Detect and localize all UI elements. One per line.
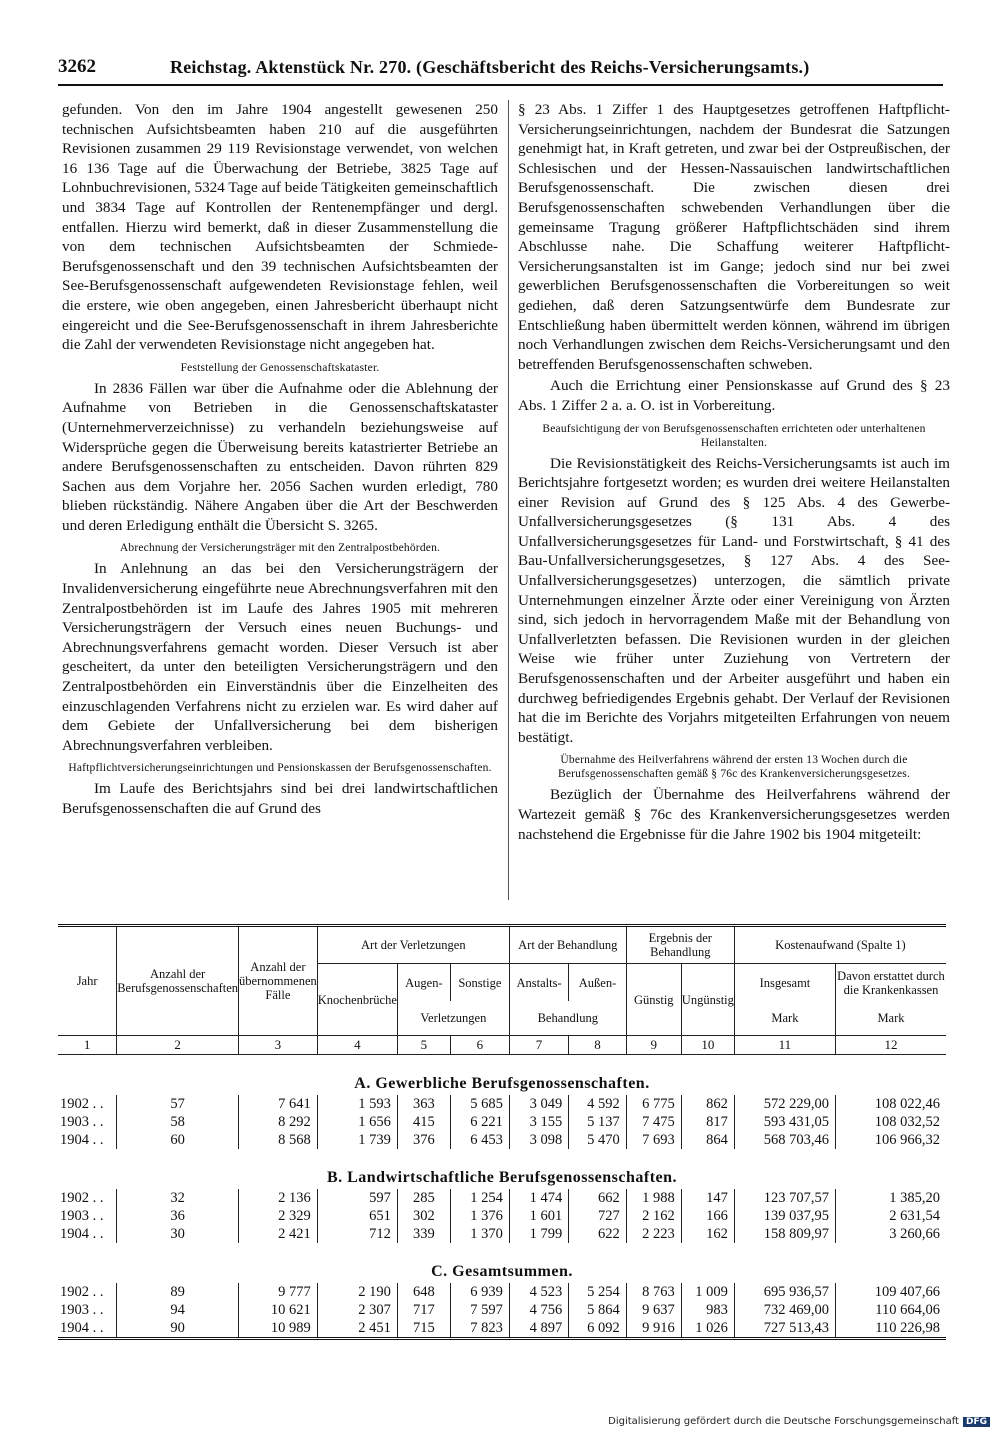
header-erstattet: Davon erstattet durch die Krankenkassen	[835, 964, 946, 1002]
footer-credit	[608, 1416, 990, 1427]
table-cell: 3 049	[509, 1095, 568, 1113]
section-title: C. Gesamtsummen.	[431, 1263, 573, 1280]
table-cell: 2 223	[626, 1225, 681, 1243]
table-row	[58, 1095, 946, 1113]
table-cell: 1902 . .	[60, 1284, 104, 1300]
table-cell: 5 254	[569, 1283, 626, 1301]
page-header	[58, 56, 943, 82]
header-behandlung: Behandlung	[509, 1001, 626, 1036]
column-number: 12	[835, 1036, 946, 1055]
table-cell: 123 707,57	[734, 1189, 835, 1207]
header-anstalts: Anstalts-	[509, 964, 568, 1002]
table-cell: 568 703,46	[734, 1131, 835, 1149]
table-cell: 1 988	[626, 1189, 681, 1207]
table-cell: 1 370	[450, 1225, 509, 1243]
table-cell: 1 601	[509, 1207, 568, 1225]
paragraph: In Anlehnung an das bei den Versicherungsträgern der Invalidenversicherung eingeführte neue Abrechnungsverfahren mit den Zentralpostbehörden ist im Laufe des Jahres 1905 mit mehreren Versicherungsträgern der Versuch eines neuen Buchungs- und Abrechnungsverfahrens gemacht worden. Dieser Versuch ist aber gescheitert, da unter den beteiligten Versicherungsträgern und den Zentralpostbehörden ein Einverständnis über die Einzelheiten des einzuschlagenden Verfahrens nicht zu erzielen war. Es wird daher auf dem Gebiete der Unfallversicherung bei dem bisherigen Abrechnungsverfahren verbleiben.	[62, 560, 498, 754]
column-number: 1	[58, 1036, 117, 1055]
table-cell: 9 916	[626, 1319, 681, 1339]
header-anzahl-bg: Anzahl der Berufsgenossenschaften	[117, 926, 239, 1036]
table-cell: 8 568	[239, 1131, 318, 1149]
table-cell: 4 592	[569, 1095, 626, 1113]
statistics-table	[58, 924, 946, 1340]
table-cell: 376	[397, 1131, 450, 1149]
table-cell: 6 221	[450, 1113, 509, 1131]
table-cell: 2 451	[317, 1319, 397, 1339]
table-cell: 108 022,46	[835, 1095, 946, 1113]
table-row	[58, 1225, 946, 1243]
paragraph: Auch die Errichtung einer Pensionskasse auf Grund des § 23 Abs. 1 Ziffer 2 a. a. O. ist in Vorbereitung.	[518, 377, 950, 414]
table-header-row	[58, 926, 946, 964]
section-title-row	[58, 1055, 946, 1096]
header-mark-2: Mark	[835, 1001, 946, 1036]
header-kosten: Kostenaufwand (Spalte 1)	[734, 926, 946, 964]
table-cell: 10 989	[239, 1319, 318, 1339]
column-number: 8	[569, 1036, 626, 1055]
table-cell: 862	[681, 1095, 734, 1113]
table-cell: 1 026	[681, 1319, 734, 1339]
paragraph: Bezüglich der Übernahme des Heilverfahrens während der Wartezeit gemäß § 76c des Krankenversicherungsgesetzes werden nachstehend die Ergebnisse für die Jahre 1902 bis 1904 mitgeteilt:	[518, 786, 950, 843]
table-cell: 109 407,66	[835, 1283, 946, 1301]
table-cell: 3 098	[509, 1131, 568, 1149]
table-cell: 162	[681, 1225, 734, 1243]
table-cell: 32	[117, 1189, 239, 1207]
table-cell: 158 809,97	[734, 1225, 835, 1243]
table-cell: 817	[681, 1113, 734, 1131]
table-cell: 2 631,54	[835, 1207, 946, 1225]
table-cell: 147	[681, 1189, 734, 1207]
table-cell: 1 376	[450, 1207, 509, 1225]
table-cell: 5 685	[450, 1095, 509, 1113]
table-cell: 7 641	[239, 1095, 318, 1113]
paragraph: gefunden. Von den im Jahre 1904 angestellt gewesenen 250 technischen Aufsichtsbeamten haben 210 auf die ausgeführten Revisionen zusammen 29 119 Revisionstage verwendet, von welchen 16 136 Tage auf die Überwachung der Betriebe, 3825 Tage auf Lohnbuchrevisionen, 5324 Tage auf beide Tätigkeiten gemeinschaftlich und 3834 Tage auf Kontrollen der Rentenempfänger und dergl. entfallen. Hierzu wird bemerkt, daß in dieser Zusammenstellung die von dem technischen Aufsichtsbeamten der Schmiede-Berufsgenossenschaft und den 39 technischen Aufsichtsbeamten der See-Berufsgenossenschaft aufgewendeten Revisionstage fehlen, weil die erstere, wie oben angegeben, einen Jahresbericht überhaupt nicht eingereicht und die See-Berufsgenossenschaft in ihrem Jahresberichte die Zahl der verwendeten Revisionstage nicht angegeben hat.	[62, 101, 498, 354]
table-cell: 2 190	[317, 1283, 397, 1301]
table-cell: 983	[681, 1301, 734, 1319]
header-art-verletzungen: Art der Verletzungen	[317, 926, 509, 964]
table-cell: 732 469,00	[734, 1301, 835, 1319]
table-cell: 3 260,66	[835, 1225, 946, 1243]
table-cell: 302	[397, 1207, 450, 1225]
header-ergebnis: Ergebnis der Behandlung	[626, 926, 734, 964]
table-cell: 5 470	[569, 1131, 626, 1149]
table-cell: 60	[117, 1131, 239, 1149]
column-number: 5	[397, 1036, 450, 1055]
column-number: 3	[239, 1036, 318, 1055]
table-row	[58, 1283, 946, 1301]
column-number: 6	[450, 1036, 509, 1055]
header-aussen: Außen-	[569, 964, 626, 1002]
table-cell: 10 621	[239, 1301, 318, 1319]
table-cell: 7 475	[626, 1113, 681, 1131]
table-cell: 1 593	[317, 1095, 397, 1113]
table-row	[58, 1113, 946, 1131]
table-cell: 2 136	[239, 1189, 318, 1207]
header-guenstig: Günstig	[626, 964, 681, 1036]
table-cell: 622	[569, 1225, 626, 1243]
table-cell: 108 032,52	[835, 1113, 946, 1131]
table-cell: 9 637	[626, 1301, 681, 1319]
paragraph: Im Laufe des Berichtsjahrs sind bei drei landwirtschaftlichen Berufsgenossenschaften die auf Grund des	[62, 780, 498, 817]
table-cell: 2 162	[626, 1207, 681, 1225]
table-cell: 1 799	[509, 1225, 568, 1243]
table-cell: 106 966,32	[835, 1131, 946, 1149]
column-number: 2	[117, 1036, 239, 1055]
page-title: Reichstag. Aktenstück Nr. 270. (Geschäftsbericht des Reichs-Versicherungsamts.)	[170, 57, 810, 77]
table-cell: 695 936,57	[734, 1283, 835, 1301]
table-cell: 7 823	[450, 1319, 509, 1339]
table-cell: 727 513,43	[734, 1319, 835, 1339]
table-cell: 572 229,00	[734, 1095, 835, 1113]
table-cell: 30	[117, 1225, 239, 1243]
table-cell: 5 137	[569, 1113, 626, 1131]
table-cell: 7 597	[450, 1301, 509, 1319]
section-heading: Feststellung der Genossenschaftskataster.	[180, 361, 380, 374]
column-number: 7	[509, 1036, 568, 1055]
table-cell: 1903 . .	[60, 1114, 104, 1130]
table-cell: 339	[397, 1225, 450, 1243]
table-cell: 4 523	[509, 1283, 568, 1301]
section-title: A. Gewerbliche Berufsgenossenschaften.	[354, 1075, 650, 1092]
table-cell: 110 226,98	[835, 1319, 946, 1339]
column-number: 9	[626, 1036, 681, 1055]
right-column	[518, 100, 950, 846]
column-number: 10	[681, 1036, 734, 1055]
table-cell: 1 009	[681, 1283, 734, 1301]
footer-text: Digitalisierung gefördert durch die Deutsche Forschungsgemeinschaft	[608, 1416, 959, 1427]
table-cell: 6 092	[569, 1319, 626, 1339]
table-cell: 36	[117, 1207, 239, 1225]
section-heading: Übernahme des Heilverfahrens während der ersten 13 Wochen durch die Berufsgenossenschaften gemäß § 76c des Krankenversicherungsgesetzes.	[557, 754, 911, 781]
table-cell: 662	[569, 1189, 626, 1207]
table-cell: 1904 . .	[60, 1226, 104, 1242]
table-cell: 1903 . .	[60, 1208, 104, 1224]
table-cell: 1902 . .	[60, 1096, 104, 1112]
table-cell: 415	[397, 1113, 450, 1131]
table-cell: 166	[681, 1207, 734, 1225]
table-row	[58, 1207, 946, 1225]
section-heading: Beaufsichtigung der von Berufsgenossenschaften errichteten oder unterhaltenen Heilanstalten.	[542, 422, 926, 449]
table-cell: 110 664,06	[835, 1301, 946, 1319]
table-cell: 1 656	[317, 1113, 397, 1131]
table-cell: 3 155	[509, 1113, 568, 1131]
table-cell: 2 307	[317, 1301, 397, 1319]
table-cell: 864	[681, 1131, 734, 1149]
header-unguenstig: Ungünstig	[681, 964, 734, 1036]
section-title-row	[58, 1149, 946, 1189]
table-cell: 5 864	[569, 1301, 626, 1319]
table-cell: 715	[397, 1319, 450, 1339]
header-knochen: Knochenbrüche	[317, 964, 397, 1036]
table-cell: 57	[117, 1095, 239, 1113]
table-cell: 2 421	[239, 1225, 318, 1243]
table-cell: 58	[117, 1113, 239, 1131]
table-row	[58, 1131, 946, 1149]
table-cell: 651	[317, 1207, 397, 1225]
header-jahr: Jahr	[58, 926, 117, 1036]
header-insgesamt: Insgesamt	[734, 964, 835, 1002]
column-number: 4	[317, 1036, 397, 1055]
table-cell: 648	[397, 1283, 450, 1301]
table-cell: 94	[117, 1301, 239, 1319]
table-cell: 6 775	[626, 1095, 681, 1113]
table-cell: 139 037,95	[734, 1207, 835, 1225]
table-cell: 593 431,05	[734, 1113, 835, 1131]
header-sonstige: Sonstige	[450, 964, 509, 1002]
table-cell: 6 453	[450, 1131, 509, 1149]
table-cell: 1902 . .	[60, 1190, 104, 1206]
table-cell: 1 385,20	[835, 1189, 946, 1207]
table-cell: 712	[317, 1225, 397, 1243]
table-cell: 727	[569, 1207, 626, 1225]
table-cell: 4 897	[509, 1319, 568, 1339]
table-cell: 8 763	[626, 1283, 681, 1301]
table-cell: 1 474	[509, 1189, 568, 1207]
table-cell: 89	[117, 1283, 239, 1301]
table-cell: 597	[317, 1189, 397, 1207]
table-row	[58, 1319, 946, 1339]
table-body	[58, 1055, 946, 1339]
paragraph: Die Revisionstätigkeit des Reichs-Versicherungsamts ist auch im Berichtsjahre fortgesetzt worden; es wurden drei weitere Heilanstalten einer Revision auf Grund des § 125 Abs. 4 des Gewerbe-Unfallversicherungsgesetzes (§ 131 Abs. 4 des Unfallversicherungsgesetzes für Land- und Forstwirtschaft, § 41 des Bau-Unfallversicherungsgesetzes, § 127 Abs. 4 des See-Unfallversicherungsgesetzes) unterzogen, die sämtlich private Unternehmungen einzelner Ärzte oder einer Vereinigung von Ärzten sind, sich jedoch in hervorragendem Maße mit der Behandlung von Unfallverletzten befassen. Die Revisionen wurden in der gleichen Weise wie früher unter Zuziehung von Vertretern der Berufsgenossenschaften und der Arbeiter ausgeführt und haben ein durchweg befriedigendes Ergebnis gehabt. Der Verlauf der Revisionen hat die im Berichte des Vorjahrs mitgeteilten Erfahrungen von neuem bestätigt.	[518, 454, 950, 746]
table-cell: 285	[397, 1189, 450, 1207]
header-art-behandlung: Art der Behandlung	[509, 926, 626, 964]
table-cell: 363	[397, 1095, 450, 1113]
section-title: B. Landwirtschaftliche Berufsgenossenschaften.	[326, 1169, 678, 1186]
dfg-logo: DFG	[963, 1417, 990, 1427]
table-cell: 1 254	[450, 1189, 509, 1207]
section-title-row	[58, 1243, 946, 1283]
page-number: 3262	[58, 56, 96, 77]
table-row	[58, 1189, 946, 1207]
table-cell: 1 739	[317, 1131, 397, 1149]
table-cell: 9 777	[239, 1283, 318, 1301]
header-mark-1: Mark	[734, 1001, 835, 1036]
table-cell: 1904 . .	[60, 1132, 104, 1148]
header-anzahl-faelle: Anzahl der übernommenen Fälle	[239, 926, 318, 1036]
section-heading: Abrechnung der Versicherungsträger mit den Zentralpostbehörden.	[119, 542, 441, 555]
table-cell: 2 329	[239, 1207, 318, 1225]
column-divider	[508, 100, 509, 900]
table-cell: 6 939	[450, 1283, 509, 1301]
header-augen: Augen-	[397, 964, 450, 1002]
paragraph: § 23 Abs. 1 Ziffer 1 des Hauptgesetzes getroffenen Haftpflicht-Versicherungseinrichtungen, nachdem der Bundesrat die Satzungen genehmigt hat, in Kraft getreten, und zwar bei der Ostpreußischen, der Schlesischen und der Hessen-Nassauischen landwirtschaftlichen Berufsgenossenschaft. Die zwischen diesen drei Berufsgenossenschaften schwebenden Verhandlungen über die gemeinsame Tragung größerer Haftpflichtschäden sind ihrem Abschlusse nahe. Die Schaffung weiterer Haftpflicht-Versicherungsanstalten ist im Gange; jedoch sind nur bei zwei gewerblichen Berufsgenossenschaften die Vorbereitungen so weit gediehen, daß deren Satzungsentwürfe dem Bundesrate zur Entschließung haben übermittelt werden können, während im übrigen noch Verhandlungen zwischen dem Reichs-Versicherungsamt und den betreffenden Berufsgenossenschaften schweben.	[518, 101, 950, 373]
table-cell: 90	[117, 1319, 239, 1339]
table-row	[58, 1301, 946, 1319]
paragraph: In 2836 Fällen war über die Aufnahme oder die Ablehnung der Aufnahme von Betrieben in die Genossenschaftskataster (Unternehmerverzeichnisse) zu verhandeln beziehungsweise auf Widersprüche gegen die Überweisung bereits katastrierter Betriebe an andere Berufsgenossenschaften zu entscheiden. Davon rührten 829 Sachen aus dem Vorjahre her. 2056 Sachen wurden erledigt, 780 blieben rückständig. Nähere Angaben über die Art der Beschwerden und deren Erledigung enthält die Übersicht S. 3265.	[62, 379, 498, 534]
table-cell: 8 292	[239, 1113, 318, 1131]
header-verletzungen: Verletzungen	[397, 1001, 509, 1036]
table-cell: 4 756	[509, 1301, 568, 1319]
left-column	[62, 100, 498, 821]
header-rule	[58, 84, 943, 86]
section-heading: Haftpflichtversicherungseinrichtungen und Pensionskassen der Berufsgenossenschaften.	[68, 762, 492, 775]
table-cell: 1903 . .	[60, 1302, 104, 1318]
column-number-row	[58, 1036, 946, 1055]
table-cell: 7 693	[626, 1131, 681, 1149]
table-cell: 717	[397, 1301, 450, 1319]
column-number: 11	[734, 1036, 835, 1055]
table-cell: 1904 . .	[58, 1319, 117, 1339]
